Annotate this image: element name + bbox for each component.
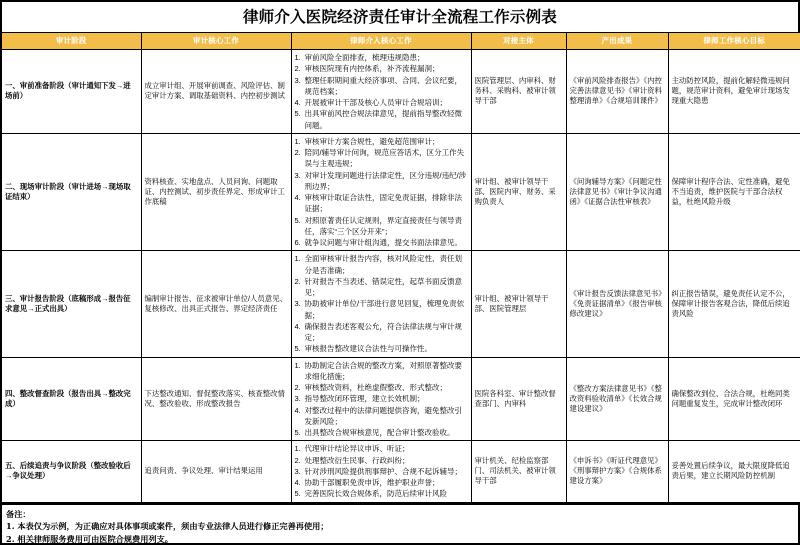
task-text: 出具审前风控合规法律意见，提前指导整改轻微问题。 <box>304 109 462 130</box>
task-number: 1. <box>294 360 301 370</box>
lawyer-task-item <box>295 393 468 404</box>
lawyer-task-item <box>295 443 468 454</box>
lawyer-task-item <box>295 382 468 393</box>
stage-note: （整改验收后→争议处理） <box>5 461 131 481</box>
cell-stage <box>1 441 141 502</box>
cell-counterpart-subject: 审计机关、纪检监察部门、司法机关、被审计领导干部 <box>471 441 566 502</box>
task-number: 1. <box>294 53 301 62</box>
task-text: 审核医院现有内控体系，补齐流程漏洞； <box>304 64 440 74</box>
task-text: 协助干部履职免责申诉，维护职业声誉； <box>304 478 440 487</box>
cell-deliverables: 《申诉书》《听证代理意见》《刑事辩护方案》《合规体系建设方案》 <box>566 441 668 502</box>
task-text: 代理审计结论异议申诉、听证； <box>304 444 410 454</box>
task-number: 2. <box>294 383 301 392</box>
lawyer-task-item <box>295 321 468 344</box>
cell-lawyer-tasks <box>291 50 471 134</box>
lawyer-task-item <box>295 215 468 238</box>
task-number: 5. <box>294 109 301 119</box>
lawyer-task-item <box>295 343 468 354</box>
cell-stage <box>1 50 141 134</box>
lawyer-task-item <box>295 276 468 299</box>
table-row <box>1 251 800 357</box>
cell-core-work: 编制审计报告、征求被审计单位/人员意见、复核修改、出具正式报告、界定经济责任 <box>141 251 291 357</box>
cell-core-work: 成立审计组、开展审前调查、风险评估、制定审计方案、调取基础资料、内控初步测试 <box>141 50 291 134</box>
lawyer-task-item <box>295 360 468 383</box>
lawyer-task-item <box>295 52 468 63</box>
document-title-bar <box>0 0 800 32</box>
task-number: 2. <box>294 276 301 286</box>
lawyer-task-item <box>295 147 468 170</box>
task-text: 全面审核审计报告内容，核对风险定性、责任划分是否准确； <box>304 254 462 275</box>
task-number: 2. <box>294 64 301 74</box>
cell-stage <box>1 133 141 251</box>
stage-note: （审计通知下发→进场前） <box>5 81 131 101</box>
lawyer-task-list <box>295 253 468 354</box>
column-header-lawyer[interactable]: 律师介入核心工作 <box>291 33 471 50</box>
cell-lawyer-tasks <box>291 357 471 441</box>
column-header-core[interactable]: 审计核心工作 <box>141 33 291 50</box>
lawyer-task-item <box>295 237 468 248</box>
table-body <box>1 50 800 503</box>
task-number: 6. <box>294 238 301 247</box>
lawyer-task-item <box>295 108 468 131</box>
lawyer-task-item <box>295 75 468 98</box>
cell-core-work: 下达整改通知、督促整改落实、核查整改情况、整改验收、形成整改报告 <box>141 357 291 441</box>
column-header-subject[interactable]: 对接主体 <box>471 33 566 50</box>
table-row <box>1 441 800 502</box>
task-text: 出具整改合规审核意见，配合审计整改验收。 <box>304 428 455 437</box>
audit-workflow-table <box>0 32 800 503</box>
lawyer-task-item <box>295 192 468 215</box>
task-text: 整理任职期间重大经济事项、合同、会议纪要，规范档案； <box>304 75 462 96</box>
task-number: 4. <box>294 98 301 107</box>
task-number: 5. <box>294 344 301 354</box>
task-text: 陪同/辅导审计问询，规范应答话术，区分工作失误与主观违规； <box>304 148 465 169</box>
task-number: 2. <box>294 148 301 157</box>
note-item-2: 2. 相关律师服务费用可由医院合规费用列支。 <box>6 533 173 544</box>
note-item-1: 1. 本表仅为示例，为正确应对具体事项或案件，须由专业法律人员进行修正完善再使用； <box>6 521 329 532</box>
task-text: 审前风险全面排查，梳理违规隐患； <box>304 53 425 62</box>
table-row <box>1 50 800 134</box>
task-text: 就争议问题与审计组沟通，提交书面法律意见。 <box>304 238 462 247</box>
lawyer-task-list <box>295 52 468 131</box>
task-number: 5. <box>294 428 301 437</box>
lawyer-task-list <box>295 360 468 439</box>
lawyer-task-item <box>295 455 468 466</box>
task-number: 4. <box>294 405 301 415</box>
cell-stage <box>1 251 141 357</box>
lawyer-task-item <box>295 466 468 477</box>
cell-deliverables: 《审计报告反馈法律意见书》《免责证据清单》《报告审核修改建议》 <box>566 251 668 357</box>
stage-note: （审计进场→现场取证结束） <box>5 181 131 201</box>
footer-notes <box>0 503 800 545</box>
task-number: 1. <box>294 254 301 264</box>
task-number: 3. <box>294 75 301 85</box>
table-header-row <box>1 33 800 50</box>
page-title: 律师介入医院经济责任审计全流程工作示例表 <box>242 7 557 27</box>
task-number: 5. <box>294 489 301 499</box>
task-text: 开展被审计干部及核心人员审计合规培训； <box>304 98 447 107</box>
cell-deliverables: 《问询辅导方案》《问题定性法律意见书》《审计争议沟通函》《证据合法性审核表》 <box>566 133 668 251</box>
column-header-goal[interactable]: 律师工作核心目标 <box>668 33 800 50</box>
task-number: 4. <box>294 193 301 202</box>
lawyer-task-item <box>295 170 468 193</box>
stage-note: （底稿形成→报告征求意见→正式出具） <box>5 293 131 313</box>
cell-lawyer-tasks <box>291 441 471 502</box>
task-number: 3. <box>294 170 301 180</box>
task-text: 审核整改资料，杜绝虚假整改、形式整改； <box>304 383 447 392</box>
task-number: 1. <box>294 444 301 454</box>
task-number: 2. <box>294 455 301 465</box>
lawyer-task-item <box>295 97 468 108</box>
task-text: 确保报告表述客观公允，符合法律法规与审计规定； <box>304 321 462 342</box>
cell-lawyer-tasks <box>291 251 471 357</box>
notes-heading: 备注： <box>6 508 31 519</box>
table-header <box>1 33 800 50</box>
stage-title: 四、整改督查阶段 <box>5 388 65 398</box>
task-text: 协助被审计单位/干部进行意见回复，梳理免责依据； <box>304 299 465 320</box>
table-row <box>1 357 800 441</box>
task-text: 审核审计方案合规性，避免超范围审计； <box>304 136 440 146</box>
cell-stage <box>1 357 141 441</box>
task-number: 5. <box>294 215 301 225</box>
lawyer-task-item <box>295 405 468 428</box>
lawyer-task-list <box>295 136 468 249</box>
task-number: 3. <box>294 299 301 309</box>
cell-lawyer-goal: 主动防控风险，提前化解轻微违规问题，规范审计资料，避免审计现场发现重大隐患 <box>668 50 800 134</box>
task-text: 针对涉刑风险提供刑事辩护、合规不起诉辅导； <box>304 466 462 476</box>
lawyer-task-list <box>295 443 468 499</box>
task-number: 3. <box>294 394 301 404</box>
stage-title: 五、后续追责与争议阶段 <box>5 461 87 471</box>
lawyer-task-item <box>295 477 468 488</box>
cell-counterpart-subject: 审计组、被审计领导干部、医院管理层 <box>471 251 566 357</box>
task-text: 完善医院长效合规体系，防范后续审计风险 <box>304 489 447 499</box>
cell-lawyer-goal: 保障审计程序合法、定性准确，避免不当追责，维护医院与干部合法权益，杜绝风险升级 <box>668 133 800 251</box>
cell-lawyer-goal: 确保整改到位、合法合规，杜绝同类问题重复发生，完成审计整改闭环 <box>668 357 800 441</box>
task-text: 协助制定合法合规的整改方案，对照原著整改要求细化措施； <box>304 360 462 381</box>
task-text: 对审计发现问题进行法律定性，区分违规/违纪/涉刑边界； <box>304 170 467 191</box>
stage-note: （报告出具→整改完成） <box>5 388 131 408</box>
lawyer-task-item <box>295 63 468 74</box>
task-number: 3. <box>294 466 301 476</box>
lawyer-task-item <box>295 298 468 321</box>
task-text: 处理整改衍生民事、行政纠纷； <box>304 455 410 465</box>
stage-title: 一、审前准备阶段 <box>5 81 65 91</box>
task-text: 指导整改闭环管理，建立长效机制； <box>304 394 425 404</box>
cell-lawyer-goal: 妥善处置后续争议，最大限度降低追责后果，建立长期风险防控机制 <box>668 441 800 502</box>
cell-counterpart-subject: 医院管理层、内审科、财务科、采购科、被审计领导干部 <box>471 50 566 134</box>
task-text: 对整改过程中的法律问题提供咨询，避免整改引发新风险； <box>304 405 462 426</box>
task-text: 审核审计取证合法性，固定免责证据，排除非法证据； <box>304 193 462 214</box>
column-header-stage[interactable]: 审计阶段 <box>1 33 141 50</box>
cell-lawyer-goal: 纠正报告错误，避免责任认定不公，保障审计报告客观合法，降低后续追责风险 <box>668 251 800 357</box>
cell-lawyer-tasks <box>291 133 471 251</box>
lawyer-task-item <box>295 488 468 499</box>
task-text: 审核报告整改建议合法性与可操作性。 <box>304 344 432 354</box>
table-row <box>1 133 800 251</box>
stage-title: 二、现场审计阶段 <box>5 181 65 191</box>
task-number: 1. <box>294 136 301 146</box>
task-number: 4. <box>294 478 301 487</box>
task-text: 对照原著责任认定规则，界定直接责任与领导责任，落实“三个区分开来”； <box>304 215 462 236</box>
cell-deliverables: 《审前风险排查报告》《内控完善法律意见书》《审计资料整理清单》《合规培训课件》 <box>566 50 668 134</box>
lawyer-task-item <box>295 136 468 147</box>
task-number: 4. <box>294 321 301 331</box>
cell-counterpart-subject: 审计组、被审计领导干部、医院内审、财务、采购负责人 <box>471 133 566 251</box>
stage-title: 三、审计报告阶段 <box>5 293 65 303</box>
lawyer-task-item <box>295 427 468 438</box>
cell-counterpart-subject: 医院各科室、审计整改督查部门、内审科 <box>471 357 566 441</box>
cell-deliverables: 《整改方案法律意见书》《整改资料验收清单》《长效合规建设建议》 <box>566 357 668 441</box>
cell-core-work: 追责问责、争议处理、审计结果运用 <box>141 441 291 502</box>
task-text: 针对报告不当表述、错误定性，起草书面反馈意见； <box>304 276 462 297</box>
lawyer-task-item <box>295 253 468 276</box>
cell-core-work: 资料核查、实地盘点、人员问询、问题取证、内控测试、初步责任界定、形成审计工作底稿 <box>141 133 291 251</box>
column-header-output[interactable]: 产出成果 <box>566 33 668 50</box>
